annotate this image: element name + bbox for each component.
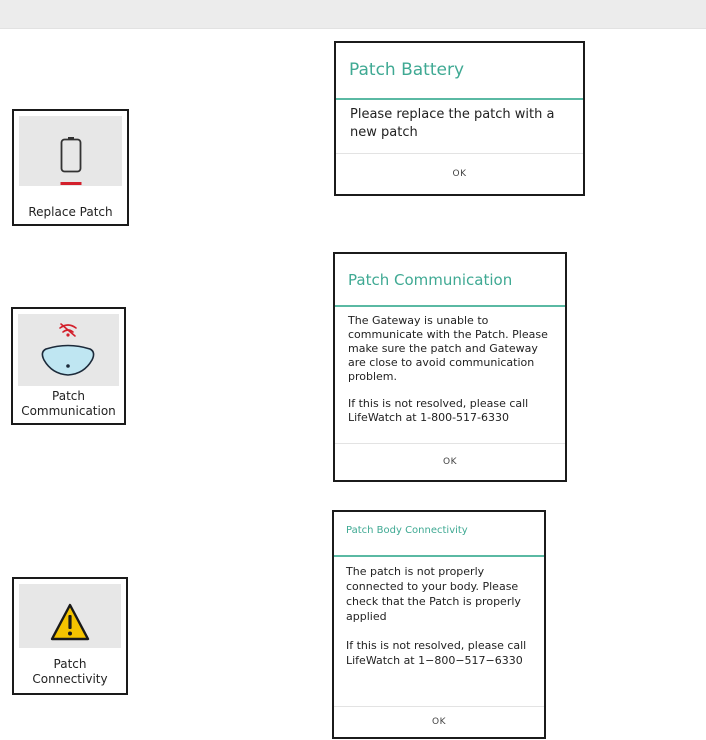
tile-label-line1: Patch (53, 657, 87, 671)
battery-empty-icon (19, 116, 122, 186)
dialog-title: Patch Body Connectivity (334, 512, 544, 557)
tile-label (14, 657, 126, 687)
patch-body-connectivity-dialog (332, 510, 546, 739)
dialog-title: Patch Communication (335, 254, 565, 307)
dialog-body (335, 314, 565, 425)
tile-label-line1: Patch (52, 389, 85, 403)
dialog-message: The Gateway is unable to communicate with the Patch. Please make sure the patch and Gateway are close to avoid communication problem. (348, 314, 548, 383)
tile-art (19, 584, 121, 648)
dialog-message: The patch is not properly connected to your body. Please check that the Patch is properly applied (346, 565, 521, 623)
top-bar (0, 0, 706, 29)
patch-connectivity-tile[interactable] (12, 577, 128, 695)
tile-label: Replace Patch (28, 205, 113, 219)
tile-art (18, 314, 119, 386)
patch-no-signal-icon (18, 314, 119, 386)
ok-button[interactable]: OK (334, 706, 544, 737)
dialog-body (336, 106, 583, 142)
patch-communication-dialog (333, 252, 567, 482)
tile-art (19, 116, 122, 186)
warning-triangle-icon (19, 584, 121, 648)
tile-label (13, 389, 124, 419)
patch-communication-tile[interactable] (11, 307, 126, 425)
dialog-body (334, 564, 544, 668)
replace-patch-tile[interactable] (12, 109, 129, 226)
tile-label-line2: Connectivity (32, 672, 108, 686)
dialog-title: Patch Battery (336, 43, 583, 100)
ok-button[interactable]: OK (335, 443, 565, 480)
patch-battery-dialog (334, 41, 585, 196)
dialog-help-message: If this is not resolved, please call LifeWatch at 1−800−517−6330 (346, 639, 527, 667)
tile-label-line2: Communication (21, 404, 116, 418)
ok-button[interactable]: OK (336, 153, 583, 194)
dialog-help-message: If this is not resolved, please call LifeWatch at 1-800-517-6330 (348, 397, 529, 424)
dialog-message: Please replace the patch with a new patch (350, 107, 555, 140)
